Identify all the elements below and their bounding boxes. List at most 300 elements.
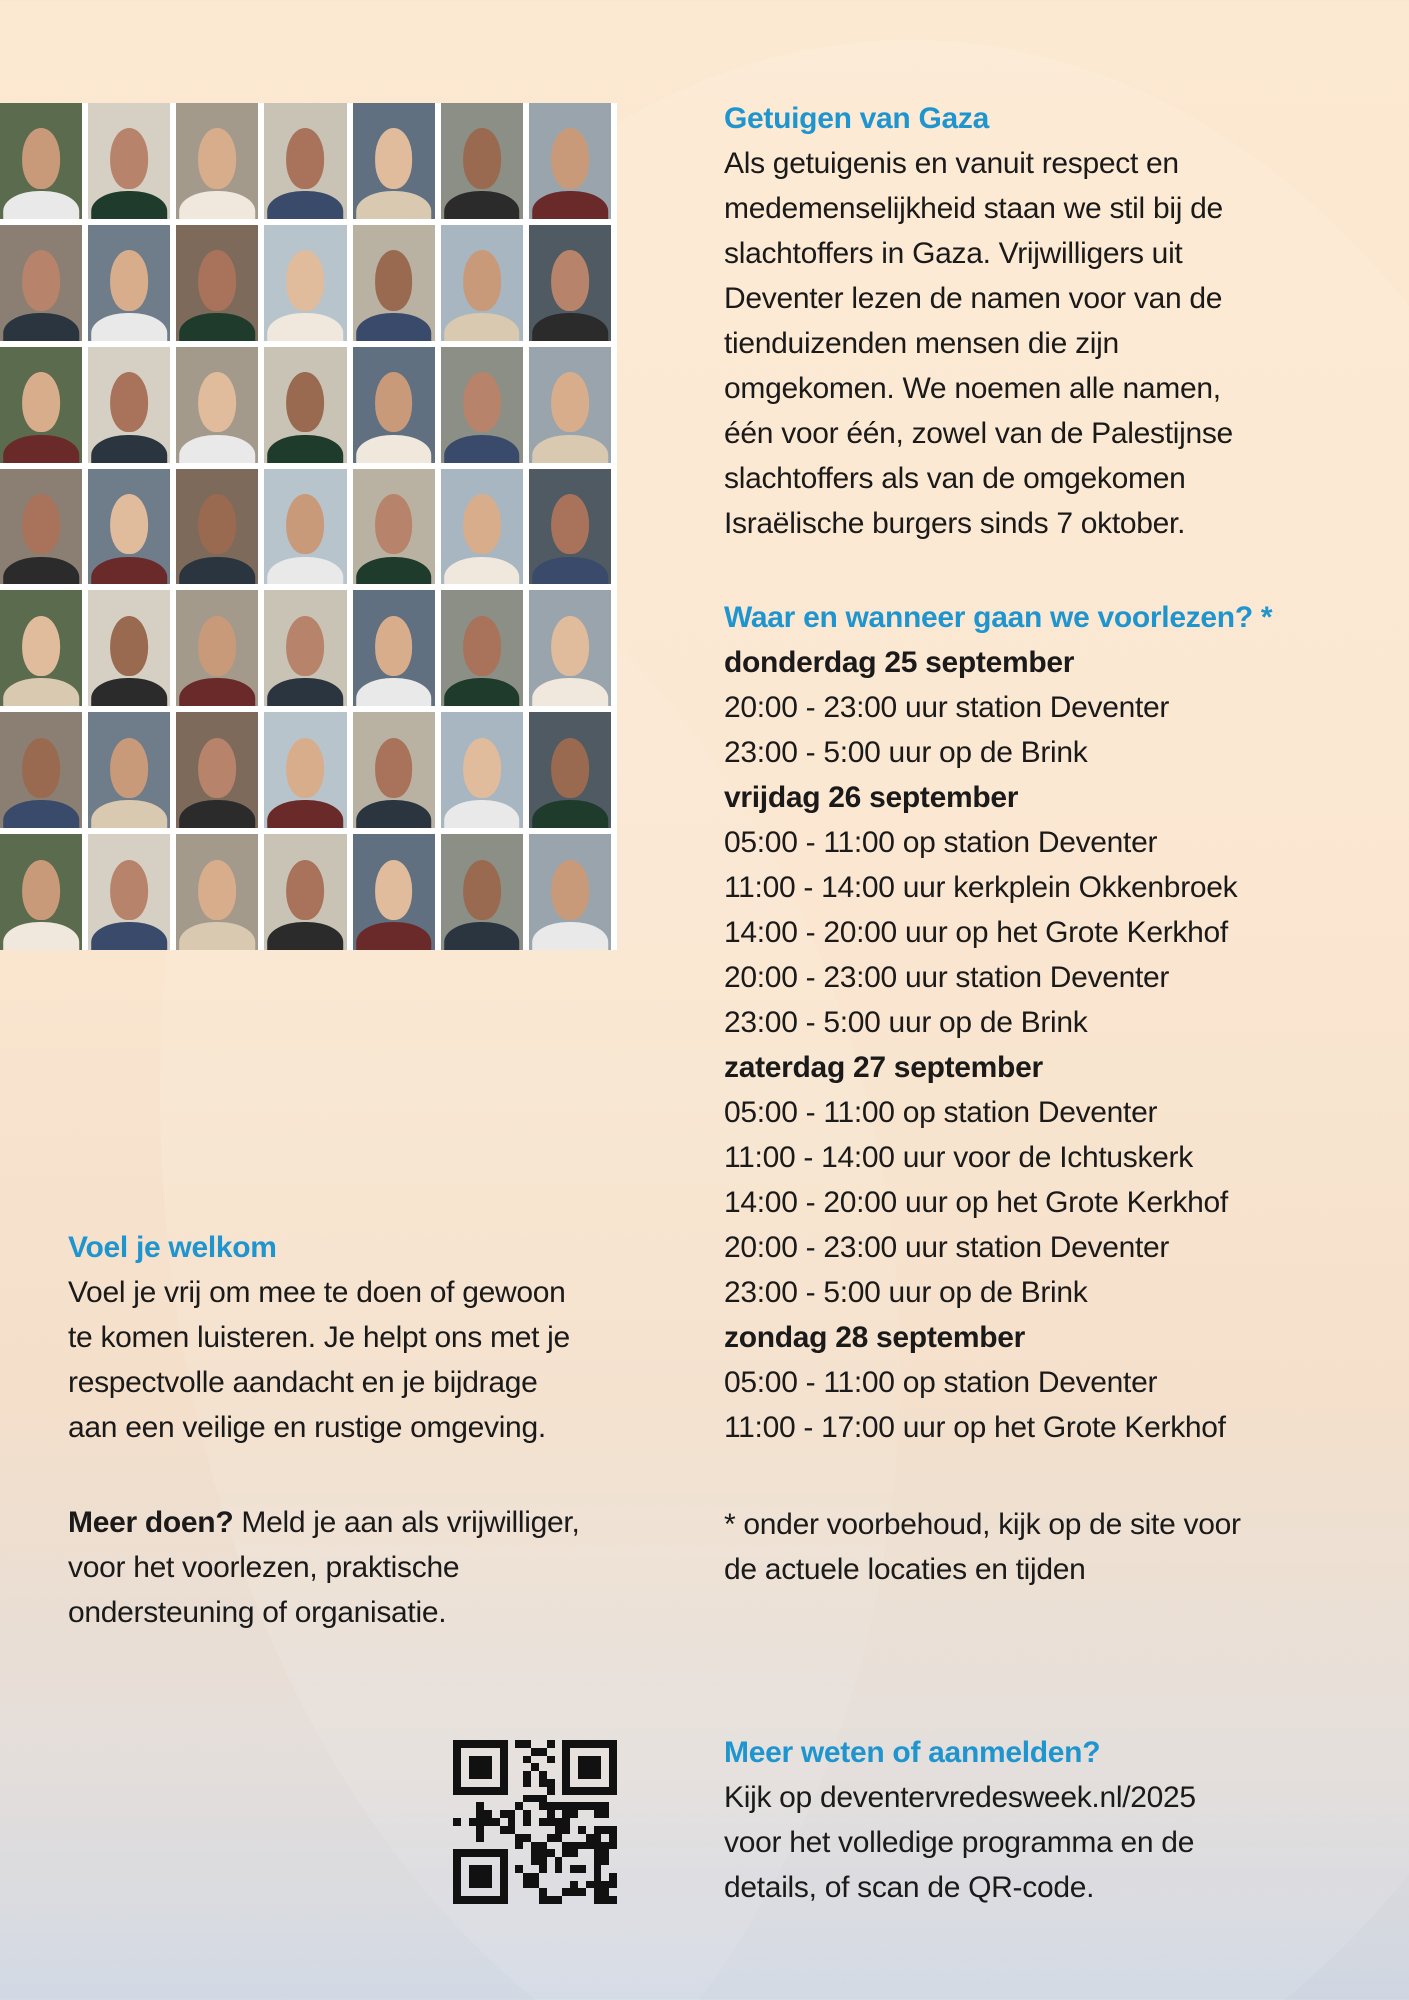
portrait-face xyxy=(287,738,325,798)
schedule-slot: 20:00 - 23:00 uur station Deventer xyxy=(724,1231,1170,1264)
qr-module xyxy=(469,1818,477,1826)
qr-module xyxy=(594,1818,602,1826)
body-line: omgekomen. We noemen alle namen, xyxy=(724,372,1221,405)
portrait-face xyxy=(375,494,413,554)
qr-module xyxy=(453,1826,461,1834)
qr-module xyxy=(453,1881,461,1889)
qr-module xyxy=(523,1818,531,1826)
qr-module xyxy=(594,1740,602,1748)
qr-module xyxy=(461,1881,469,1889)
qr-module xyxy=(562,1826,570,1834)
qr-module xyxy=(547,1795,555,1803)
schedule-day: vrijdag 26 september xyxy=(724,781,1019,814)
qr-module xyxy=(453,1748,461,1756)
qr-module xyxy=(453,1810,461,1818)
portrait-body xyxy=(91,313,167,341)
qr-module xyxy=(539,1740,547,1748)
qr-module xyxy=(476,1834,484,1842)
victim-photo xyxy=(176,590,258,706)
qr-module xyxy=(461,1795,469,1803)
body-line: tienduizenden mensen die zijn xyxy=(724,327,1119,360)
qr-module xyxy=(578,1802,586,1810)
qr-module xyxy=(484,1779,492,1787)
victim-photo xyxy=(264,590,346,706)
qr-module xyxy=(578,1842,586,1850)
portrait-body xyxy=(91,800,167,828)
portrait-body xyxy=(532,800,608,828)
body-line: Israëlische burgers sinds 7 oktober. xyxy=(724,507,1186,540)
qr-module xyxy=(531,1810,539,1818)
schedule-slot: 05:00 - 11:00 op station Deventer xyxy=(724,1096,1158,1129)
qr-module xyxy=(586,1826,594,1834)
qr-module xyxy=(594,1834,602,1842)
qr-module xyxy=(609,1763,617,1771)
qr-module xyxy=(476,1873,484,1881)
qr-code[interactable] xyxy=(453,1740,617,1904)
qr-module xyxy=(601,1896,609,1904)
schedule-slot: 23:00 - 5:00 uur op de Brink xyxy=(724,736,1088,769)
portrait-face xyxy=(463,494,501,554)
victim-photo xyxy=(529,712,611,828)
victim-photo xyxy=(176,712,258,828)
portrait-face xyxy=(198,128,236,188)
portrait-body xyxy=(356,800,432,828)
portrait-face xyxy=(551,128,589,188)
qr-module xyxy=(453,1795,461,1803)
qr-module xyxy=(484,1865,492,1873)
schedule-slot: 11:00 - 17:00 uur op het Grote Kerkhof xyxy=(724,1411,1226,1444)
qr-module xyxy=(523,1865,531,1873)
qr-module xyxy=(515,1748,523,1756)
qr-module xyxy=(586,1756,594,1764)
qr-module xyxy=(601,1873,609,1881)
qr-module xyxy=(492,1771,500,1779)
qr-module xyxy=(461,1842,469,1850)
qr-module xyxy=(555,1865,563,1873)
qr-module xyxy=(515,1873,523,1881)
qr-module xyxy=(484,1740,492,1748)
qr-module xyxy=(555,1779,563,1787)
qr-module xyxy=(539,1834,547,1842)
qr-module xyxy=(601,1818,609,1826)
qr-module xyxy=(570,1810,578,1818)
body-line: details, of scan de QR-code. xyxy=(724,1871,1095,1904)
qr-module xyxy=(453,1873,461,1881)
qr-module xyxy=(484,1888,492,1896)
qr-module xyxy=(500,1795,508,1803)
portrait-face xyxy=(110,128,148,188)
meer-weten-heading: Meer weten of aanmelden? xyxy=(724,1736,1101,1769)
qr-module xyxy=(547,1763,555,1771)
qr-module xyxy=(609,1787,617,1795)
victim-photo xyxy=(441,834,523,950)
qr-module xyxy=(492,1740,500,1748)
qr-module xyxy=(594,1779,602,1787)
qr-module xyxy=(555,1896,563,1904)
qr-module xyxy=(476,1795,484,1803)
victim-photo xyxy=(88,712,170,828)
qr-module xyxy=(547,1896,555,1904)
qr-module xyxy=(555,1873,563,1881)
victim-photo xyxy=(441,712,523,828)
portrait-body xyxy=(268,922,344,950)
portrait-face xyxy=(375,860,413,920)
qr-module xyxy=(539,1881,547,1889)
qr-module xyxy=(453,1802,461,1810)
schedule-section xyxy=(724,595,1364,1450)
victim-photo xyxy=(353,590,435,706)
getuigen-body xyxy=(724,141,1364,546)
qr-module xyxy=(492,1873,500,1881)
portrait-face xyxy=(287,372,325,432)
qr-module xyxy=(461,1888,469,1896)
qr-module xyxy=(562,1748,570,1756)
victim-photo xyxy=(441,225,523,341)
qr-module xyxy=(539,1771,547,1779)
qr-module xyxy=(578,1779,586,1787)
body-line: Deventer lezen de namen voor van de xyxy=(724,282,1223,315)
portrait-body xyxy=(532,435,608,463)
qr-module xyxy=(500,1881,508,1889)
qr-module xyxy=(594,1763,602,1771)
portrait-body xyxy=(532,313,608,341)
qr-module xyxy=(523,1881,531,1889)
qr-module xyxy=(586,1779,594,1787)
qr-module xyxy=(453,1857,461,1865)
qr-module xyxy=(476,1849,484,1857)
portrait-body xyxy=(268,435,344,463)
schedule-slot: 11:00 - 14:00 uur voor de Ichtuskerk xyxy=(724,1141,1193,1174)
qr-module xyxy=(515,1818,523,1826)
qr-module xyxy=(453,1756,461,1764)
qr-module xyxy=(531,1748,539,1756)
qr-module xyxy=(469,1771,477,1779)
qr-module xyxy=(555,1795,563,1803)
schedule-slot: 05:00 - 11:00 op station Deventer xyxy=(724,826,1158,859)
qr-module xyxy=(500,1771,508,1779)
portrait-face xyxy=(551,250,589,310)
schedule-heading: Waar en wanneer gaan we voorlezen? * xyxy=(724,601,1273,634)
qr-module xyxy=(547,1802,555,1810)
qr-module xyxy=(578,1873,586,1881)
qr-module xyxy=(594,1896,602,1904)
portrait-body xyxy=(444,435,520,463)
qr-module xyxy=(531,1787,539,1795)
victim-photo xyxy=(264,834,346,950)
portrait-body xyxy=(3,191,79,219)
portrait-face xyxy=(198,738,236,798)
qr-module xyxy=(609,1802,617,1810)
victim-photo xyxy=(88,834,170,950)
qr-module xyxy=(609,1888,617,1896)
qr-module xyxy=(555,1787,563,1795)
victim-photo xyxy=(264,103,346,219)
qr-module xyxy=(609,1795,617,1803)
qr-module xyxy=(601,1834,609,1842)
qr-module xyxy=(500,1756,508,1764)
victim-photo xyxy=(0,590,82,706)
portrait-body xyxy=(532,191,608,219)
getuigen-section xyxy=(724,96,1364,546)
qr-module xyxy=(469,1763,477,1771)
qr-module xyxy=(562,1849,570,1857)
qr-module xyxy=(476,1740,484,1748)
qr-module xyxy=(469,1881,477,1889)
portrait-body xyxy=(180,800,256,828)
portrait-body xyxy=(3,435,79,463)
qr-module xyxy=(609,1748,617,1756)
qr-module xyxy=(562,1873,570,1881)
qr-module xyxy=(609,1857,617,1865)
victim-photo xyxy=(441,347,523,463)
qr-module xyxy=(469,1834,477,1842)
qr-module xyxy=(578,1896,586,1904)
qr-module xyxy=(586,1896,594,1904)
qr-module xyxy=(523,1787,531,1795)
victim-photo xyxy=(529,590,611,706)
qr-module xyxy=(570,1826,578,1834)
note-line: * onder voorbehoud, kijk op de site voor xyxy=(724,1508,1241,1541)
qr-module xyxy=(476,1802,484,1810)
qr-module xyxy=(547,1787,555,1795)
qr-module xyxy=(609,1818,617,1826)
qr-module xyxy=(523,1748,531,1756)
qr-module xyxy=(539,1857,547,1865)
qr-module xyxy=(539,1756,547,1764)
qr-module xyxy=(570,1756,578,1764)
qr-module xyxy=(555,1826,563,1834)
portrait-face xyxy=(110,860,148,920)
qr-module xyxy=(508,1787,516,1795)
qr-module xyxy=(570,1849,578,1857)
qr-module xyxy=(531,1873,539,1881)
qr-module xyxy=(547,1826,555,1834)
qr-module xyxy=(594,1849,602,1857)
qr-module xyxy=(609,1779,617,1787)
qr-module xyxy=(586,1888,594,1896)
schedule-day: zondag 28 september xyxy=(724,1321,1026,1354)
qr-module xyxy=(484,1818,492,1826)
portrait-face xyxy=(110,616,148,676)
qr-module xyxy=(609,1842,617,1850)
qr-module xyxy=(539,1842,547,1850)
qr-module xyxy=(555,1763,563,1771)
qr-module xyxy=(523,1740,531,1748)
qr-module xyxy=(476,1779,484,1787)
qr-module xyxy=(586,1873,594,1881)
qr-module xyxy=(586,1842,594,1850)
qr-module xyxy=(523,1896,531,1904)
victim-photo xyxy=(353,347,435,463)
victim-photo xyxy=(264,712,346,828)
qr-module xyxy=(500,1834,508,1842)
portrait-face xyxy=(22,738,60,798)
qr-module xyxy=(562,1756,570,1764)
meer-doen-section xyxy=(68,1500,628,1635)
body-line: slachtoffers in Gaza. Vrijwilligers uit xyxy=(724,237,1183,270)
schedule-slot: 20:00 - 23:00 uur station Deventer xyxy=(724,691,1170,724)
qr-module xyxy=(555,1740,563,1748)
qr-module xyxy=(547,1756,555,1764)
qr-module xyxy=(484,1802,492,1810)
qr-module xyxy=(570,1857,578,1865)
getuigen-heading: Getuigen van Gaza xyxy=(724,102,989,135)
schedule-slot: 14:00 - 20:00 uur op het Grote Kerkhof xyxy=(724,916,1228,949)
qr-module xyxy=(500,1810,508,1818)
qr-module xyxy=(539,1818,547,1826)
body-line: respectvolle aandacht en je bijdrage xyxy=(68,1366,538,1399)
qr-module xyxy=(453,1842,461,1850)
qr-module xyxy=(601,1802,609,1810)
qr-module xyxy=(453,1763,461,1771)
qr-module xyxy=(476,1888,484,1896)
schedule-day: donderdag 25 september xyxy=(724,646,1075,679)
qr-module xyxy=(570,1834,578,1842)
qr-module xyxy=(601,1756,609,1764)
qr-module xyxy=(508,1881,516,1889)
portrait-body xyxy=(268,678,344,706)
qr-module xyxy=(476,1763,484,1771)
qr-module xyxy=(523,1810,531,1818)
qr-module xyxy=(492,1896,500,1904)
victim-photo xyxy=(441,469,523,585)
qr-module xyxy=(523,1756,531,1764)
qr-module xyxy=(469,1826,477,1834)
portrait-face xyxy=(198,860,236,920)
qr-module xyxy=(484,1849,492,1857)
qr-module xyxy=(539,1787,547,1795)
qr-module xyxy=(547,1779,555,1787)
qr-module xyxy=(547,1740,555,1748)
portrait-body xyxy=(532,557,608,585)
qr-module xyxy=(609,1810,617,1818)
portrait-body xyxy=(444,678,520,706)
schedule-slot: 23:00 - 5:00 uur op de Brink xyxy=(724,1276,1088,1309)
portrait-body xyxy=(91,435,167,463)
portrait-face xyxy=(287,494,325,554)
portrait-body xyxy=(3,800,79,828)
qr-module xyxy=(578,1826,586,1834)
portrait-face xyxy=(198,616,236,676)
portrait-body xyxy=(356,435,432,463)
qr-module xyxy=(562,1763,570,1771)
qr-module xyxy=(562,1865,570,1873)
portrait-body xyxy=(3,313,79,341)
portrait-face xyxy=(463,372,501,432)
victims-photo-collage xyxy=(0,103,617,950)
qr-module xyxy=(484,1873,492,1881)
qr-module xyxy=(609,1873,617,1881)
qr-module xyxy=(500,1849,508,1857)
qr-module xyxy=(601,1748,609,1756)
meer-weten-section xyxy=(724,1730,1364,1910)
qr-module xyxy=(515,1857,523,1865)
qr-module xyxy=(484,1795,492,1803)
victim-photo xyxy=(529,225,611,341)
qr-module xyxy=(555,1834,563,1842)
qr-module xyxy=(500,1888,508,1896)
qr-module xyxy=(515,1849,523,1857)
portrait-body xyxy=(268,800,344,828)
qr-module xyxy=(531,1896,539,1904)
qr-module xyxy=(469,1756,477,1764)
qr-module xyxy=(594,1802,602,1810)
qr-module xyxy=(523,1771,531,1779)
qr-module xyxy=(578,1771,586,1779)
portrait-face xyxy=(22,616,60,676)
qr-module xyxy=(539,1896,547,1904)
qr-module xyxy=(570,1787,578,1795)
qr-module xyxy=(594,1756,602,1764)
portrait-face xyxy=(463,250,501,310)
qr-module xyxy=(601,1810,609,1818)
qr-module xyxy=(586,1787,594,1795)
qr-module xyxy=(492,1779,500,1787)
portrait-face xyxy=(463,128,501,188)
qr-module xyxy=(601,1849,609,1857)
qr-module xyxy=(500,1818,508,1826)
portrait-face xyxy=(287,250,325,310)
qr-module xyxy=(539,1802,547,1810)
portrait-body xyxy=(444,800,520,828)
qr-module xyxy=(492,1826,500,1834)
portrait-body xyxy=(91,678,167,706)
qr-module xyxy=(531,1881,539,1889)
qr-module xyxy=(484,1787,492,1795)
qr-module xyxy=(508,1802,516,1810)
qr-module xyxy=(461,1849,469,1857)
portrait-face xyxy=(22,494,60,554)
qr-module xyxy=(484,1748,492,1756)
qr-module xyxy=(586,1857,594,1865)
qr-module xyxy=(492,1842,500,1850)
qr-module xyxy=(492,1888,500,1896)
qr-module xyxy=(570,1865,578,1873)
victim-photo xyxy=(0,712,82,828)
qr-module xyxy=(515,1740,523,1748)
qr-module xyxy=(555,1810,563,1818)
qr-module xyxy=(555,1818,563,1826)
qr-module xyxy=(453,1771,461,1779)
qr-module xyxy=(500,1740,508,1748)
qr-module xyxy=(547,1771,555,1779)
qr-module xyxy=(476,1748,484,1756)
qr-module xyxy=(515,1795,523,1803)
qr-module xyxy=(539,1865,547,1873)
qr-module xyxy=(586,1802,594,1810)
portrait-face xyxy=(198,250,236,310)
qr-module xyxy=(461,1818,469,1826)
qr-module xyxy=(570,1802,578,1810)
qr-module xyxy=(609,1865,617,1873)
qr-module xyxy=(609,1826,617,1834)
victim-photo xyxy=(88,347,170,463)
schedule-day: zaterdag 27 september xyxy=(724,1051,1043,1084)
qr-module xyxy=(570,1771,578,1779)
qr-module xyxy=(570,1740,578,1748)
qr-module xyxy=(469,1740,477,1748)
portrait-face xyxy=(198,494,236,554)
qr-module xyxy=(461,1756,469,1764)
qr-module xyxy=(492,1881,500,1889)
qr-module xyxy=(555,1881,563,1889)
portrait-body xyxy=(356,557,432,585)
portrait-body xyxy=(180,435,256,463)
qr-module xyxy=(453,1865,461,1873)
portrait-face xyxy=(463,738,501,798)
qr-module xyxy=(476,1810,484,1818)
victim-photo xyxy=(176,834,258,950)
